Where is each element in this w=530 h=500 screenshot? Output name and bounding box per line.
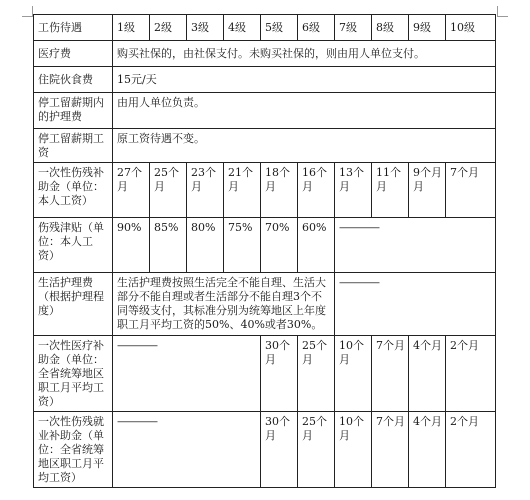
cell-medical-lump-5: 30个月 [261,336,298,412]
cell-medical-text: 购买社保的，由社保支付。未购买社保的，则由用人单位支付。 [113,41,496,67]
cell-employment-lump-none: ———— [113,412,261,488]
cell-employment-lump-5: 30个月 [261,412,298,488]
row-wage-leave [34,129,496,163]
row-disability-allowance [34,218,496,273]
row-label-meal: 住院伙食费 [34,67,113,93]
cell-living-care-text: 生活护理费按照生活完全不能自理、生活大部分不能自理或者生活部分不能自理3个不同等级支付，其标准分别为统筹地区上年度职工月平均工资的50%、40%或者30%。 [113,273,335,336]
cell-disability-lump-9: 9个月月 [409,163,446,218]
cell-disability-lump-4: 21个月 [224,163,261,218]
crop-mark-top-right [497,6,508,17]
cell-disability-lump-5: 18个月 [261,163,298,218]
row-label-disability-lump: 一次性伤残补助金（单位：本人工资） [34,163,113,218]
header-level-3: 3级 [187,15,224,41]
header-row [34,15,496,41]
row-employment-lump [34,412,496,488]
cell-wage-leave-text: 原工资待遇不变。 [113,129,496,163]
cell-nursing-leave-text: 由用人单位负责。 [113,93,496,129]
cell-disability-lump-8: 11个月 [372,163,409,218]
header-level-2: 2级 [150,15,187,41]
cell-employment-lump-9: 4个月 [409,412,446,488]
header-level-4: 4级 [224,15,261,41]
cell-disability-allowance-3: 80% [187,218,224,273]
cell-disability-allowance-2: 85% [150,218,187,273]
cell-disability-allowance-1: 90% [113,218,150,273]
header-level-1: 1级 [113,15,150,41]
row-disability-lump [34,163,496,218]
header-level-6: 6级 [298,15,335,41]
row-label-medical-lump: 一次性医疗补助金（单位：全省统筹地区职工月平均工资） [34,336,113,412]
row-label-medical: 医疗费 [34,41,113,67]
cell-medical-lump-6: 25个月 [298,336,335,412]
row-label-wage-leave: 停工留薪期工资 [34,129,113,163]
cell-medical-lump-9: 4个月 [409,336,446,412]
row-label-nursing-leave: 停工留薪期内的护理费 [34,93,113,129]
header-level-7: 7级 [335,15,372,41]
row-nursing-leave [34,93,496,129]
row-medical-lump [34,336,496,412]
cell-medical-lump-none: ———— [113,336,261,412]
row-living-care [34,273,496,336]
cell-meal-text: 15元/天 [113,67,496,93]
row-label-employment-lump: 一次性伤残就业补助金（单位：全省统筹地区职工月平均工资） [34,412,113,488]
cell-disability-lump-1: 27个月 [113,163,150,218]
cell-employment-lump-7: 10个月 [335,412,372,488]
header-level-5: 5级 [261,15,298,41]
header-cell-benefit: 工伤待遇 [34,15,113,41]
cell-disability-allowance-4: 75% [224,218,261,273]
crop-mark-top-left [22,6,33,17]
header-level-9: 9级 [409,15,446,41]
cell-disability-lump-6: 16个月 [298,163,335,218]
cell-disability-lump-7: 13个月 [335,163,372,218]
row-medical [34,41,496,67]
cell-employment-lump-8: 7个月 [372,412,409,488]
cell-disability-allowance-6: 60% [298,218,335,273]
cell-disability-lump-2: 25个月 [150,163,187,218]
header-level-10: 10级 [446,15,496,41]
work-injury-benefits-table [33,14,496,488]
cell-disability-lump-3: 23个月 [187,163,224,218]
row-label-living-care: 生活护理费（根据护理程度） [34,273,113,336]
cell-medical-lump-10: 2个月 [446,336,496,412]
cell-medical-lump-7: 10个月 [335,336,372,412]
cell-disability-lump-10: 7个月 [446,163,496,218]
row-meal [34,67,496,93]
cell-employment-lump-6: 25个月 [298,412,335,488]
cell-employment-lump-10: 2个月 [446,412,496,488]
row-label-disability-allowance: 伤残津贴（单位：本人工资） [34,218,113,273]
cell-living-care-none: ———— [335,273,496,336]
cell-disability-allowance-none: ———— [335,218,496,273]
header-level-8: 8级 [372,15,409,41]
cell-disability-allowance-5: 70% [261,218,298,273]
cell-medical-lump-8: 7个月 [372,336,409,412]
